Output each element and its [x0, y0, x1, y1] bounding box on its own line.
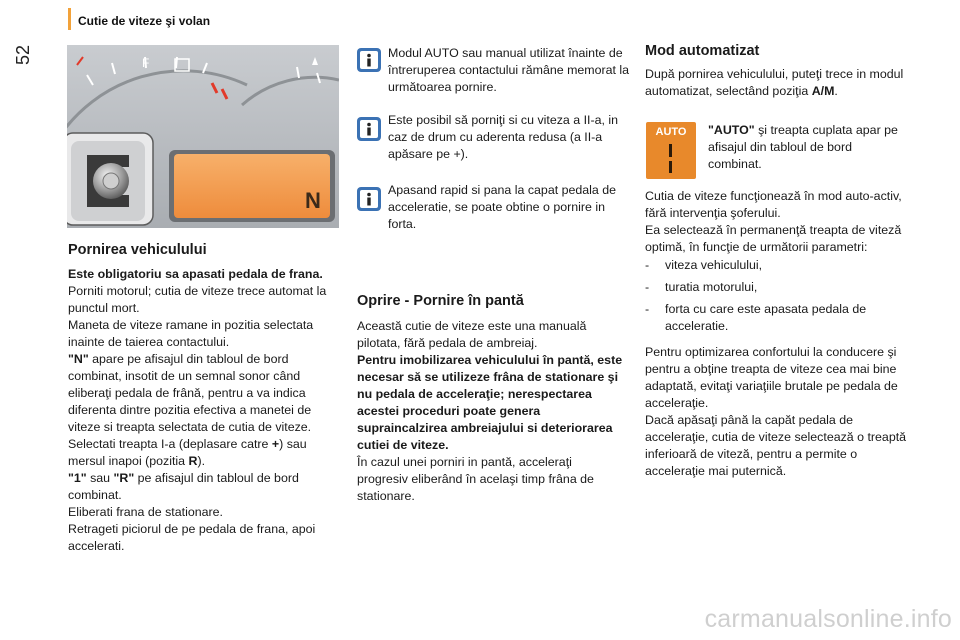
paragraph: "N" apare pe afisajul din tabloul de bord combinat, insotit de un semnal sonor când eliberaţi pedala de frână, pentru a va indica diferenta dintre pozitia efectiva a manetei de viteze si treapta selectata de cutia de viteze.	[68, 352, 312, 434]
info-icon	[357, 117, 381, 141]
oprire-text	[357, 318, 625, 505]
list-item: - turatia motorului,	[645, 280, 758, 294]
info-note: Apasand rapid si pana la capat pedala de acceleratie, se poate obtine o pornire in forta.	[388, 183, 617, 231]
info-note: Modul AUTO sau manual utilizat înainte de întreruperea contactului rămâne memorat la următoarea pornire.	[388, 46, 630, 94]
paragraph: Selectati treapta I-a (deplasare catre +) sau mersul inapoi (pozitia R).	[68, 437, 307, 468]
auto-mode-text	[645, 188, 915, 480]
paragraph: În cazul unei porniri in pantă, acceleraţi progresiv eliberând în acelaşi timp frâna de stationare.	[357, 455, 594, 503]
auto-indicator-text: "AUTO" şi treapta cuplata apar pe afisajul din tabloul de bord combinat.	[708, 123, 898, 171]
paragraph: Pentru optimizarea confortului la conducere şi pentru a obţine treapta de viteze cea mai bine adaptată, evitaţi variaţiile brutale pe pedala de acceleraţie.	[645, 345, 898, 410]
paragraph: Cutia de viteze funcţionează în mod auto-activ, fără intervenţia şoferului.	[645, 189, 902, 220]
list-item: - viteza vehiculului,	[645, 258, 763, 272]
paragraph: "1" sau "R" pe afisajul din tabloul de bord combinat.	[68, 471, 299, 502]
paragraph: Ea selectează în permanenţă treapta de viteză optimă, în funcţie de următorii parametri:	[645, 223, 902, 254]
auto-indicator-icon: AUTO	[646, 122, 696, 179]
gear-indicator: N	[305, 188, 321, 213]
info-icon	[357, 187, 381, 211]
list-item: - forta cu care este apasata pedala de acceleratie.	[645, 302, 867, 333]
lead-warning: Este obligatoriu sa apasati pedala de frana.	[68, 267, 323, 281]
section-title-pornire: Pornirea vehiculului	[68, 242, 207, 258]
paragraph: Retrageti piciorul de pe pedala de frana, apoi accelerati.	[68, 522, 316, 553]
page-number: 52	[13, 44, 33, 66]
fuel-full-mark: F	[142, 56, 150, 70]
paragraph: Eliberati frana de stationare.	[68, 505, 223, 519]
section-title-mod-automatizat: Mod automatizat	[645, 43, 760, 59]
dashboard-illustration	[67, 45, 339, 228]
gear-lever-icon	[67, 133, 153, 225]
pornire-text	[68, 266, 343, 555]
section-header: Cutie de viteze şi volan	[78, 14, 211, 28]
watermark: carmanualsonline.info	[704, 605, 952, 633]
bold-warning: Pentru imobilizarea vehiculului în pantă, este necesar să se utilizeze frâna de stationare şi nu pedala de acceleraţie; nerespectarea acestei proceduri poate genera supraincalzirea ambreiajului si deteriorarea cutiei de viteze.	[357, 353, 623, 452]
auto-mode-intro: După pornirea vehiculului, puteţi trece in modul automatizat, selectând poziţia A/M.	[645, 67, 904, 98]
info-icon	[357, 48, 381, 72]
section-title-oprire: Oprire - Pornire în pantă	[357, 293, 524, 309]
header-accent-bar	[68, 8, 71, 30]
paragraph: Porniti motorul; cutia de viteze trece automat la punctul mort.	[68, 284, 327, 315]
paragraph: Dacă apăsaţi până la capăt pedala de acceleraţie, cutia de viteze selectează o treaptă inferioară de viteză, pentru a permite o acceleraţie mai puternică.	[645, 413, 907, 478]
dashboard-drawing	[67, 45, 339, 228]
info-note: Este posibil să porniţi si cu viteza a II-a, in caz de drum cu aderenta redusa (a II-a apăsare pe +).	[388, 113, 619, 161]
paragraph: Maneta de viteze ramane in pozitia selectata inainte de taierea contactului.	[68, 318, 314, 349]
paragraph: Această cutie de viteze este una manuală pilotata, fără pedala de ambreiaj.	[357, 319, 587, 350]
